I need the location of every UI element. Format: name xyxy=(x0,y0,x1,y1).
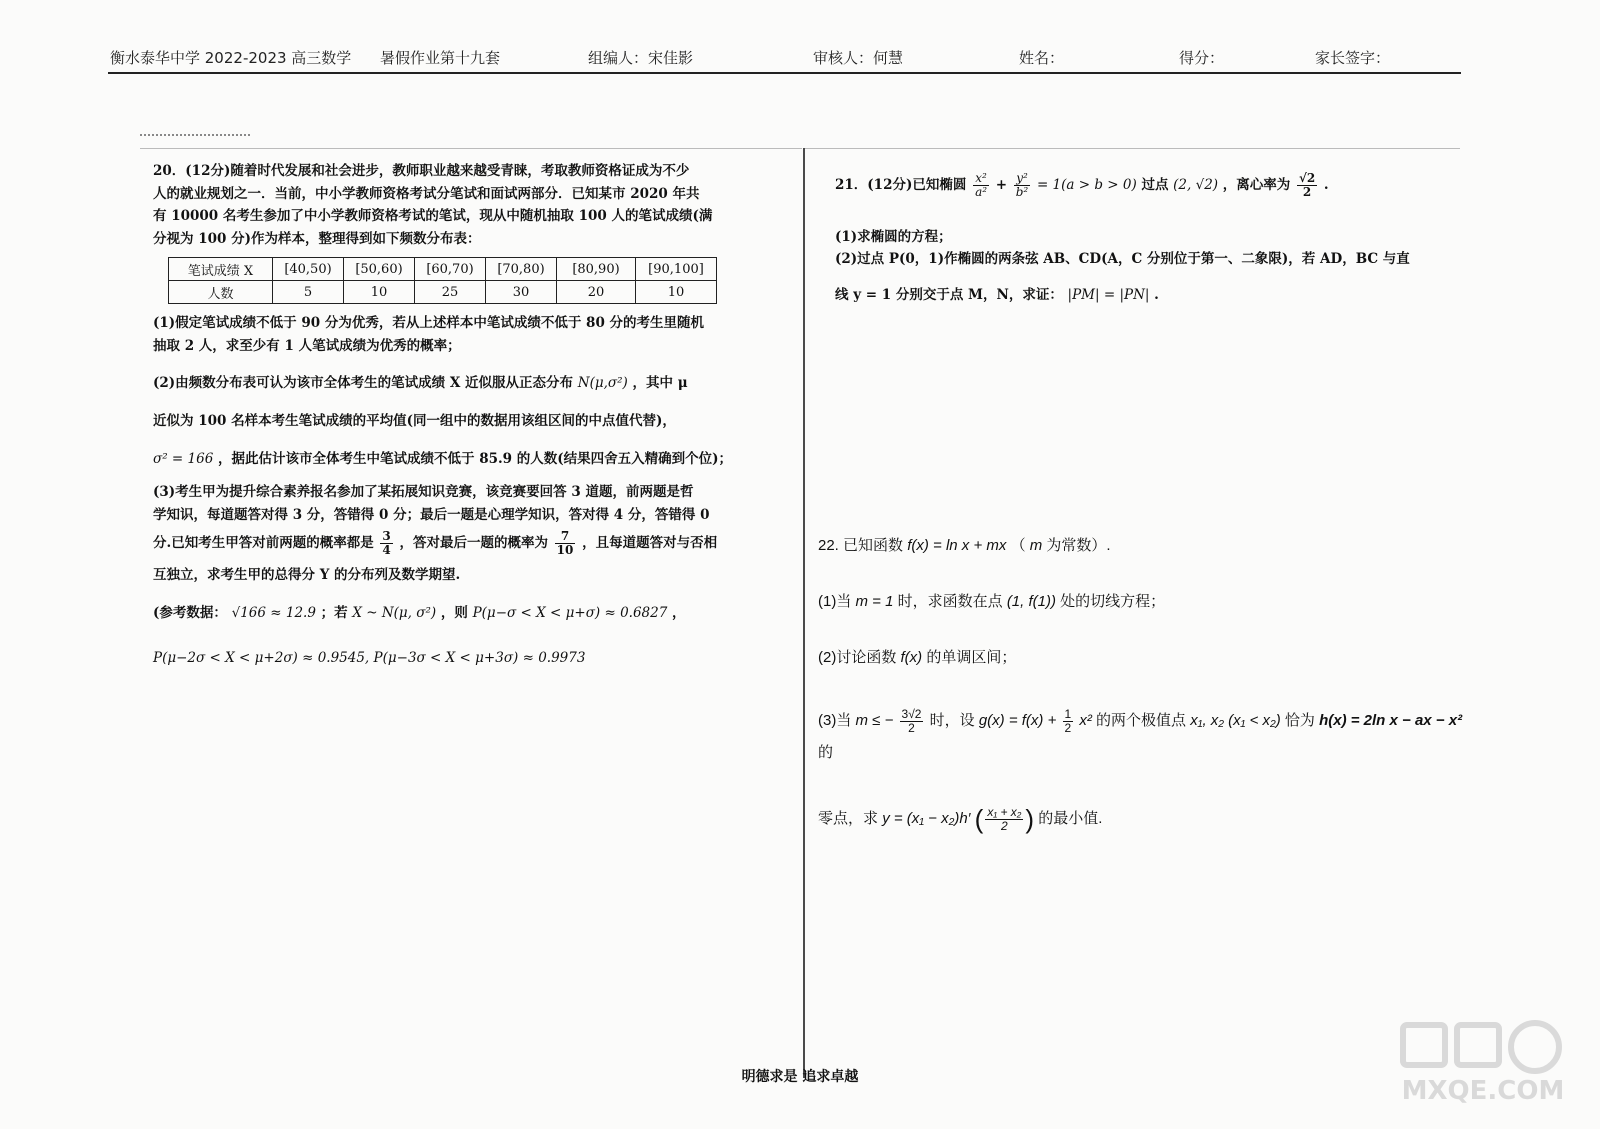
q21-part1: (1)求椭圆的方程； xyxy=(835,229,952,245)
table-cell: [90,100] xyxy=(636,258,717,281)
h-definition: h(x) = 2ln x − ax − x² xyxy=(1319,712,1463,729)
fraction-x2-over-a2 xyxy=(973,172,989,199)
function-definition: f(x) = ln x + mx xyxy=(907,537,1007,554)
q21-part2-line-1: (2)过点 P(0，1)作椭圆的两条弦 AB、CD(A，C 分别位于第一、二象限)，若 AD，BC 与直 xyxy=(835,251,1410,267)
q22-part2-text-a: (2)讨论函数 xyxy=(818,649,897,666)
q22-part3-line-1 xyxy=(818,705,1463,769)
point-coordinates: (2, √2) xyxy=(1173,177,1219,193)
ellipse-equation-rhs: = 1(a > b > 0) xyxy=(1036,177,1137,193)
column-divider xyxy=(803,148,805,1078)
fraction-numerator: y² xyxy=(1014,172,1031,186)
score-field-label: 得分： xyxy=(1179,49,1225,67)
fraction-numerator: 3√2 xyxy=(901,706,922,721)
question-21 xyxy=(835,160,1435,306)
left-column-top-rule xyxy=(140,148,802,149)
table-cell: 20 xyxy=(557,281,636,304)
page-header xyxy=(110,47,1460,67)
q22-part3b-text-c: 的最小值. xyxy=(1038,810,1103,827)
right-column-top-rule xyxy=(805,148,1460,149)
fraction-numerator: x₁ + x₂ xyxy=(987,804,1022,819)
q20-part3-line-2: 学知识，每道题答对得 3 分，答错得 0 分；最后一题是心理学知识，答对得 4 分，答错得 0 xyxy=(153,506,710,523)
fraction-denominator: 10 xyxy=(556,543,574,557)
table-header-cell: 人数 xyxy=(169,281,273,304)
m-equals-one: m = 1 xyxy=(855,593,894,610)
y-expression: y = (x₁ − x₂)h′ xyxy=(882,810,971,827)
q22-part1 xyxy=(818,589,1463,615)
parameter-m: m xyxy=(1029,537,1043,554)
q21-title-text-c: 过点 xyxy=(1141,177,1169,193)
q21-part2-line-2 xyxy=(835,284,1435,306)
table-cell: [80,90) xyxy=(557,258,636,281)
table-cell: [60,70) xyxy=(415,258,486,281)
equality-statement: |PM| = |PN| xyxy=(1067,287,1150,303)
q22-part2 xyxy=(818,645,1463,671)
fraction-denominator: b² xyxy=(1015,185,1029,199)
distribution-assumption: X ~ N(μ, σ²) xyxy=(352,604,437,621)
question-20 xyxy=(153,160,748,669)
variance-value: σ² = 166 xyxy=(153,451,214,467)
fraction-numerator: 1 xyxy=(1064,706,1072,721)
extreme-points: x₁, x₂ (x₁ < x₂) xyxy=(1190,712,1281,729)
q22-title-text-e: 为常数）. xyxy=(1046,537,1111,554)
q20-part3-line-3 xyxy=(153,526,748,560)
tangent-point: (1, f(1)) xyxy=(1006,593,1056,610)
reviewer-label: 审核人：何慧 xyxy=(813,49,904,67)
fraction-3sqrt2-over-2 xyxy=(900,708,924,735)
g-definition: g(x) = f(x) + xyxy=(978,712,1057,729)
eccentricity-fraction xyxy=(1297,172,1317,199)
fraction-seven-tenths xyxy=(555,530,576,557)
plus-sign: + xyxy=(995,177,1008,193)
table-row xyxy=(169,281,717,304)
fraction-numerator: √2 xyxy=(1298,171,1316,185)
q22-part3-text-h: 恰为 xyxy=(1284,712,1315,729)
table-cell: 5 xyxy=(273,281,344,304)
q21-title-text-a: 21．(12分)已知椭圆 xyxy=(835,177,967,193)
midpoint-fraction xyxy=(985,806,1023,833)
table-cell: [70,80) xyxy=(486,258,557,281)
reference-text-c: ；若 xyxy=(320,604,348,621)
q20-part2-line-1 xyxy=(153,371,748,395)
m-condition: m ≤ − xyxy=(855,712,894,729)
question-22 xyxy=(818,533,1463,835)
q22-part3-text-f: 的两个极值点 xyxy=(1096,712,1187,729)
fraction-one-half xyxy=(1063,708,1074,735)
q20-intro-line-4: 分视为 100 分)作为样本，整理得到如下频数分布表： xyxy=(153,230,481,247)
fraction-denominator: 4 xyxy=(382,543,391,557)
fraction-denominator: 2 xyxy=(1302,185,1312,199)
table-cell: 10 xyxy=(344,281,415,304)
q22-part3-text-a: (3)当 xyxy=(818,712,852,729)
fraction-three-quarters xyxy=(380,530,392,557)
q22-title-text-c: （ xyxy=(1010,537,1026,554)
header-divider xyxy=(108,72,1461,74)
q21-title xyxy=(835,160,1435,210)
q20-intro-line-3: 有 10000 名考生参加了中小学教师资格考试的笔试，现从中随机抽取 100 人的笔试成绩(满 xyxy=(153,208,713,224)
q20-part2-line-3 xyxy=(153,447,748,471)
q22-part2-text-c: 的单调区间； xyxy=(926,649,1017,666)
fraction-numerator: x² xyxy=(973,172,989,186)
footer-motto: 明德求是 追求卓越 xyxy=(741,1069,859,1085)
q20-part1-line-2: 抽取 2 人，求至少有 1 人笔试成绩为优秀的概率； xyxy=(153,337,461,354)
q21-part2-text-a: 线 y = 1 分别交于点 M，N，求证： xyxy=(835,287,1063,303)
q22-part1-text-a: (1)当 xyxy=(818,593,852,610)
q20-part3-line-1: (3)考生甲为提升综合素养报名参加了某拓展知识竞赛，该竞赛要回答 3 道题，前两题是哲 xyxy=(153,484,694,500)
q20-part2-line-2: 近似为 100 名样本考生笔试成绩的平均值(同一组中的数据用该组区间的中点值代替)， xyxy=(153,413,676,429)
fraction-y2-over-b2 xyxy=(1014,172,1031,199)
fraction-denominator: a² xyxy=(975,185,988,199)
q20-part3-text-c: ，且每道题答对与否相 xyxy=(582,535,718,551)
function-fx: f(x) xyxy=(900,649,923,666)
reference-text-e: ，则 xyxy=(440,604,468,621)
reference-text-g: ， xyxy=(672,604,686,621)
q21-part2-text-c: . xyxy=(1154,287,1159,303)
table-row xyxy=(169,258,717,281)
table-cell: 30 xyxy=(486,281,557,304)
table-cell: [50,60) xyxy=(344,258,415,281)
q22-title xyxy=(818,533,1463,559)
q22-part1-text-e: 处的切线方程； xyxy=(1060,593,1166,610)
q20-part2-text-a: (2)由频数分布表可认为该市全体考生的笔试成绩 X 近似服从正态分布 xyxy=(153,375,574,391)
q20-reference-line-1 xyxy=(153,601,748,625)
q20-part2-text-b: ，据此估计该市全体考生中笔试成绩不低于 85.9 的人数(结果四舍五入精确到个位)； xyxy=(218,451,733,467)
left-paren: ( xyxy=(974,804,984,835)
q22-part1-text-c: 时，求函数在点 xyxy=(897,593,1003,610)
q20-reference-line-2: P(μ−2σ < X < μ+2σ) ≈ 0.9545, P(μ−3σ < X < μ+3σ) ≈ 0.9973 xyxy=(153,649,586,666)
q20-intro-line-1: 20．(12分)随着时代发展和社会进步，教师职业越来越受青睐，考取教师资格证成为不少 xyxy=(153,163,690,179)
q20-part2-text-c: ，其中 μ xyxy=(632,375,688,391)
table-cell: 25 xyxy=(415,281,486,304)
table-header-cell: 笔试成绩 X xyxy=(169,258,273,281)
q21-title-text-e: ，离心率为 xyxy=(1222,177,1291,193)
q20-intro-line-2: 人的就业规划之一．当前，中小学教师资格考试分笔试和面试两部分．已知某市 2020 年共 xyxy=(153,185,700,202)
fraction-denominator: 2 xyxy=(908,720,915,735)
editor-label: 组编人：宋佳影 xyxy=(588,49,694,67)
q20-part3-text-a: 分.已知考生甲答对前两题的概率都是 xyxy=(153,535,374,551)
x-squared: x² xyxy=(1079,712,1092,729)
svg-text:MXQE.COM: MXQE.COM xyxy=(1401,1076,1565,1106)
frequency-table xyxy=(168,257,717,304)
right-paren: ) xyxy=(1025,804,1035,835)
q22-part3b-text-a: 零点，求 xyxy=(818,810,879,827)
q21-title-text-f: . xyxy=(1323,177,1329,193)
one-sigma-probability: P(μ−σ < X < μ+σ) ≈ 0.6827 xyxy=(472,604,668,621)
q22-part3-line-2 xyxy=(818,803,1463,835)
fraction-denominator: 2 xyxy=(1064,720,1072,735)
q22-part3-text-c: 时，设 xyxy=(929,712,975,729)
reference-label: (参考数据： xyxy=(153,604,227,621)
q20-part3-text-b: ，答对最后一题的概率为 xyxy=(399,535,548,551)
sqrt-approximation: √166 ≈ 12.9 xyxy=(231,604,316,621)
assignment-title: 暑假作业第十九套 xyxy=(380,49,501,67)
fraction-denominator: 2 xyxy=(1001,818,1008,833)
q20-part3-line-4: 互独立，求考生甲的总得分 Y 的分布列及数学期望. xyxy=(153,567,461,583)
q22-part3-text-j: 的 xyxy=(818,744,834,761)
table-cell: [40,50) xyxy=(273,258,344,281)
fraction-numerator: 3 xyxy=(382,529,391,543)
scan-artifact xyxy=(140,134,250,141)
watermark-logo xyxy=(1395,1017,1570,1107)
school-title: 衡水泰华中学 2022-2023 高三数学 xyxy=(110,49,352,67)
fraction-numerator: 7 xyxy=(555,530,576,544)
parent-signature-label: 家长签字： xyxy=(1315,49,1391,67)
name-field-label: 姓名： xyxy=(1019,49,1065,67)
q22-title-text-a: 22. 已知函数 xyxy=(818,537,904,554)
table-cell: 10 xyxy=(636,281,717,304)
q20-part1-line-1: (1)假定笔试成绩不低于 90 分为优秀，若从上述样本中笔试成绩不低于 80 分的考生里随机 xyxy=(153,315,705,331)
normal-distribution-notation: N(μ,σ²) xyxy=(577,375,628,391)
